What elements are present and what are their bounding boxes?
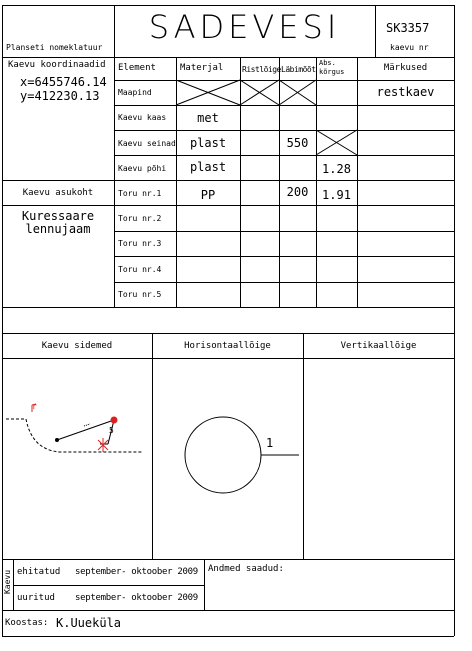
horizontal-section-drawing — [152, 358, 303, 558]
surveyed-label: ehitatud — [17, 567, 61, 577]
coordinates-label: Kaevu koordinaadid — [8, 60, 106, 70]
row-element: Kaevu põhi — [118, 164, 167, 173]
row-element: Toru nr.4 — [118, 265, 162, 274]
row-element: Maapind — [118, 88, 152, 97]
row-diameter: 200 — [286, 185, 309, 199]
connections-label: Kaevu sidemed — [41, 341, 113, 351]
row-element: Kaevu seinad — [118, 139, 176, 148]
row-material: plast — [189, 160, 227, 174]
examined-date: september- oktoober 2009 — [75, 593, 198, 603]
footer-side-label: Kaevu — [3, 569, 12, 595]
row-element: Toru nr.5 — [118, 290, 162, 299]
location-line2: lennujaam — [25, 222, 91, 236]
compiled-label: Koostas: — [5, 618, 49, 628]
col-diameter: Läbimõõt — [281, 65, 316, 74]
coordinate-x: x=6455746.14 — [20, 75, 107, 89]
col-slope: Ristlõige — [242, 65, 281, 74]
well-code: SK3357 — [386, 21, 430, 35]
location-label: Kaevu asukoht — [22, 188, 94, 198]
compiled-by: K.Uuekülа — [56, 616, 122, 630]
col-abs-line1: Abs. — [319, 59, 336, 67]
data-from-label: Andmed saadud: — [208, 564, 284, 574]
col-material: Materjal — [180, 63, 224, 73]
row-diameter: 550 — [286, 136, 309, 150]
connections-sketch — [2, 358, 152, 558]
col-abs-line2: kõrgus — [319, 68, 345, 76]
coordinate-y: y=412230.13 — [20, 89, 100, 103]
row-element: Toru nr.2 — [118, 214, 162, 223]
location-line1: Kuressaare — [21, 209, 95, 223]
row-notes: restkaev — [376, 85, 435, 99]
row-abs: 1.28 — [322, 162, 351, 176]
examined-label: uuritud — [17, 593, 55, 603]
horizontal-section-label: Horisontaallõige — [184, 341, 271, 351]
nomenclature-label: Planseti nomeklatuur — [6, 43, 103, 52]
row-material: plast — [189, 136, 227, 150]
row-material: met — [197, 111, 219, 125]
pipe-number-label: 1 — [266, 436, 274, 450]
vertical-section-label: Vertikaallõige — [340, 341, 417, 351]
row-abs: 1.91 — [322, 188, 351, 202]
page-title: SADEVESI — [148, 8, 341, 46]
surveyed-date: september- oktoober 2009 — [75, 567, 198, 577]
col-element: Element — [118, 63, 156, 73]
well-code-label: kaevu nr — [390, 43, 429, 52]
row-element: Toru nr.3 — [118, 239, 162, 248]
sketch-label-r: r — [32, 402, 37, 411]
row-element: Toru nr.1 — [118, 189, 162, 198]
col-notes: Märkused — [383, 63, 428, 73]
row-material: PP — [200, 188, 216, 202]
sketch-label-5: 5 — [109, 426, 114, 435]
row-element: Kaevu kaas — [118, 113, 167, 122]
